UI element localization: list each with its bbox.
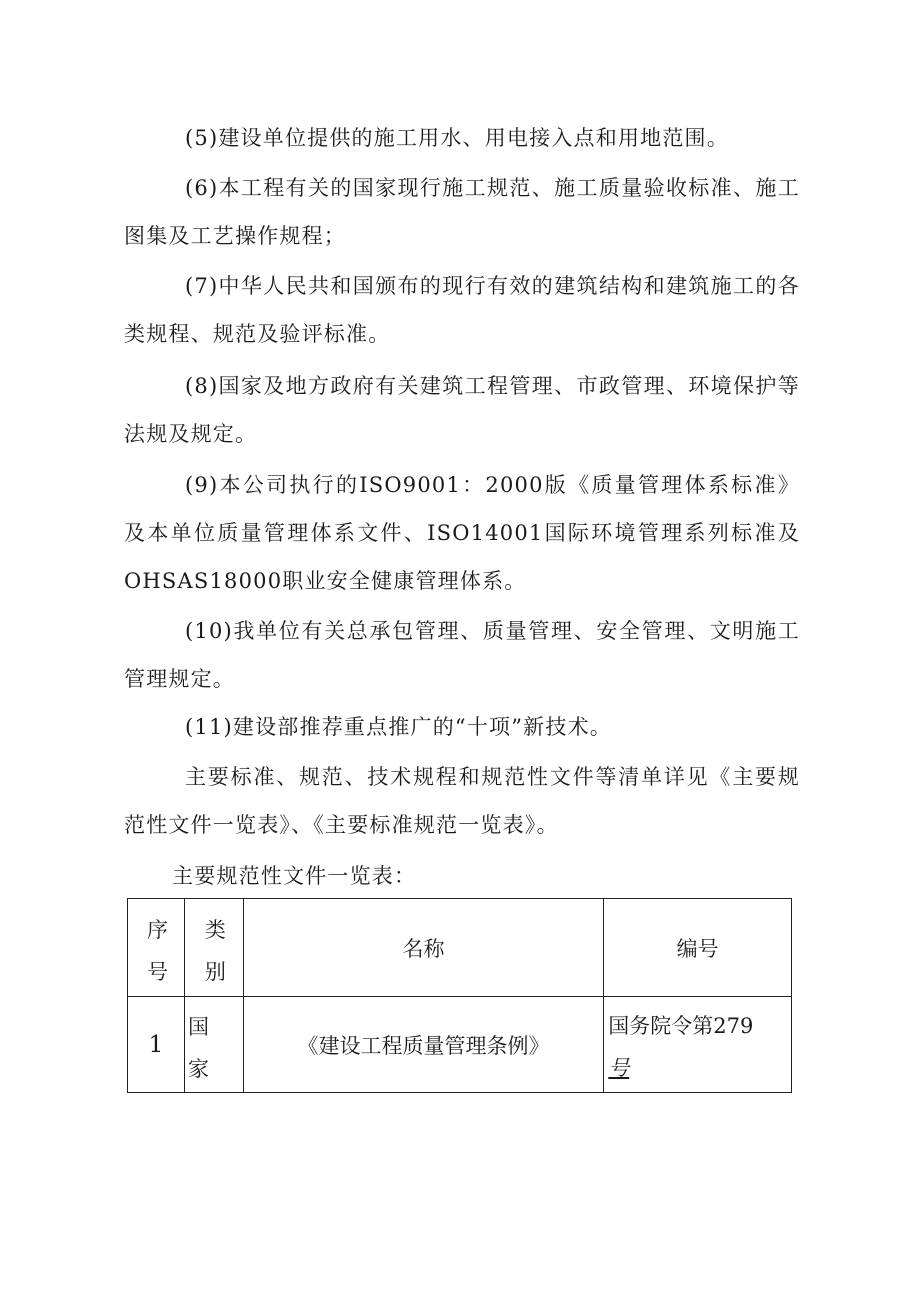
header-category-line1: 类: [204, 917, 226, 942]
row-code-suffix: 号: [608, 1056, 630, 1080]
header-category-line2: 别: [204, 959, 226, 984]
header-category: [184, 899, 243, 997]
paragraph-summary: 主要标准、规范、技术规程和规范性文件等清单详见《主要规范性文件一览表》、《主要标准规范一览表》。: [124, 765, 800, 837]
paragraph-8: (8)国家及地方政府有关建筑工程管理、市政管理、环境保护等法规及规定。: [124, 374, 800, 446]
header-code: 编号: [604, 899, 792, 997]
row-name: 《建设工程质量管理条例》: [243, 997, 603, 1093]
row-category-line1: 国: [187, 1014, 209, 1039]
header-seq-line2: 号: [146, 959, 168, 984]
table-header-row: [128, 899, 792, 997]
paragraph-6: (6)本工程有关的国家现行施工规范、施工质量验收标准、施工图集及工艺操作规程；: [124, 176, 800, 248]
row-code: [604, 997, 792, 1093]
header-name: 名称: [243, 899, 603, 997]
header-seq-line1: 序: [146, 917, 168, 942]
regulations-table: [127, 898, 792, 1093]
paragraph-9: (9)本公司执行的ISO9001：2000版《质量管理体系标准》及本单位质量管理体系文件、ISO14001国际环境管理系列标准及OHSAS18000职业安全健康管理体系。: [124, 473, 800, 593]
paragraph-7: (7)中华人民共和国颁布的现行有效的建筑结构和建筑施工的各类规程、规范及验评标准。: [124, 274, 800, 346]
table-row: [128, 997, 792, 1093]
row-category: [184, 997, 243, 1093]
paragraph-5: (5)建设单位提供的施工用水、用电接入点和用地范围。: [185, 126, 729, 150]
table-caption: 主要规范性文件一览表：: [172, 864, 417, 888]
header-seq: [128, 899, 185, 997]
row-category-line2: 家: [187, 1056, 209, 1081]
paragraph-11: (11)建设部推荐重点推广的“十项”新技术。: [185, 715, 612, 739]
row-seq: 1: [128, 997, 185, 1093]
row-code-main: 国务院令第279: [608, 1014, 754, 1038]
paragraph-10: (10)我单位有关总承包管理、质量管理、安全管理、文明施工管理规定。: [124, 619, 800, 691]
